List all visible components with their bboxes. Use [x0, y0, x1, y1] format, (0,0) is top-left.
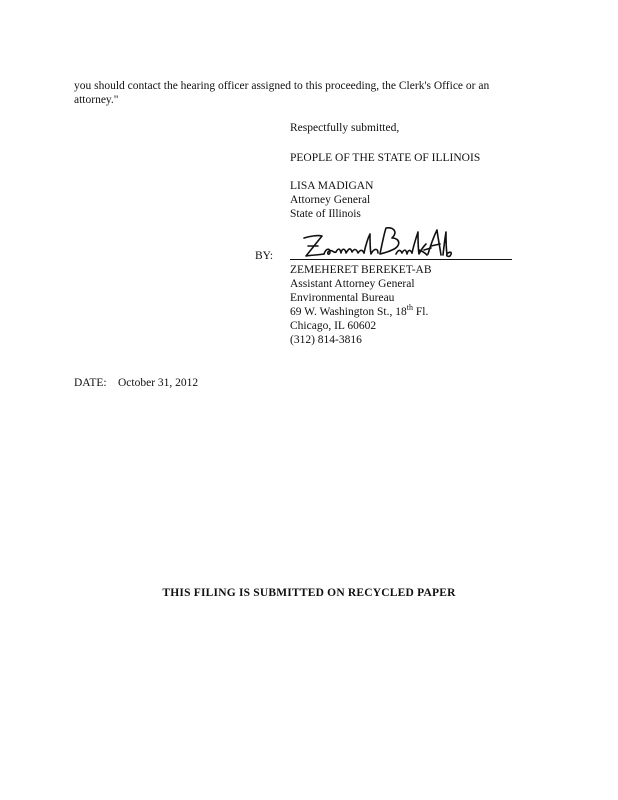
phone-number: (312) 814-3816: [290, 334, 362, 346]
signature-line: [290, 259, 512, 260]
street-address-floor: Fl.: [413, 306, 429, 318]
signatory-name: ZEMEHERET BEREKET-AB: [290, 264, 432, 276]
attorney-general-state: State of Illinois: [290, 208, 361, 220]
bureau-name: Environmental Bureau: [290, 292, 395, 304]
party-name: PEOPLE OF THE STATE OF ILLINOIS: [290, 152, 481, 164]
body-text-line-1: you should contact the hearing officer assigned to this proceeding, the Clerk's Office or an: [74, 80, 490, 92]
attorney-general-name: LISA MADIGAN: [290, 180, 374, 192]
date-value: October 31, 2012: [118, 377, 199, 389]
by-label: BY:: [255, 250, 274, 262]
date-label: DATE:: [74, 377, 107, 389]
city-state-zip: Chicago, IL 60602: [290, 320, 377, 332]
respectfully-submitted: Respectfully submitted,: [290, 122, 400, 134]
handwritten-signature: [300, 224, 455, 264]
body-text-line-2: attorney.": [74, 94, 119, 106]
street-address-main: 69 W. Washington St., 18: [290, 306, 407, 318]
signatory-title: Assistant Attorney General: [290, 278, 415, 290]
recycled-paper-notice: THIS FILING IS SUBMITTED ON RECYCLED PAPER: [162, 587, 456, 599]
street-address: [290, 305, 428, 319]
attorney-general-title: Attorney General: [290, 194, 371, 206]
floor-superscript: th: [406, 303, 413, 313]
